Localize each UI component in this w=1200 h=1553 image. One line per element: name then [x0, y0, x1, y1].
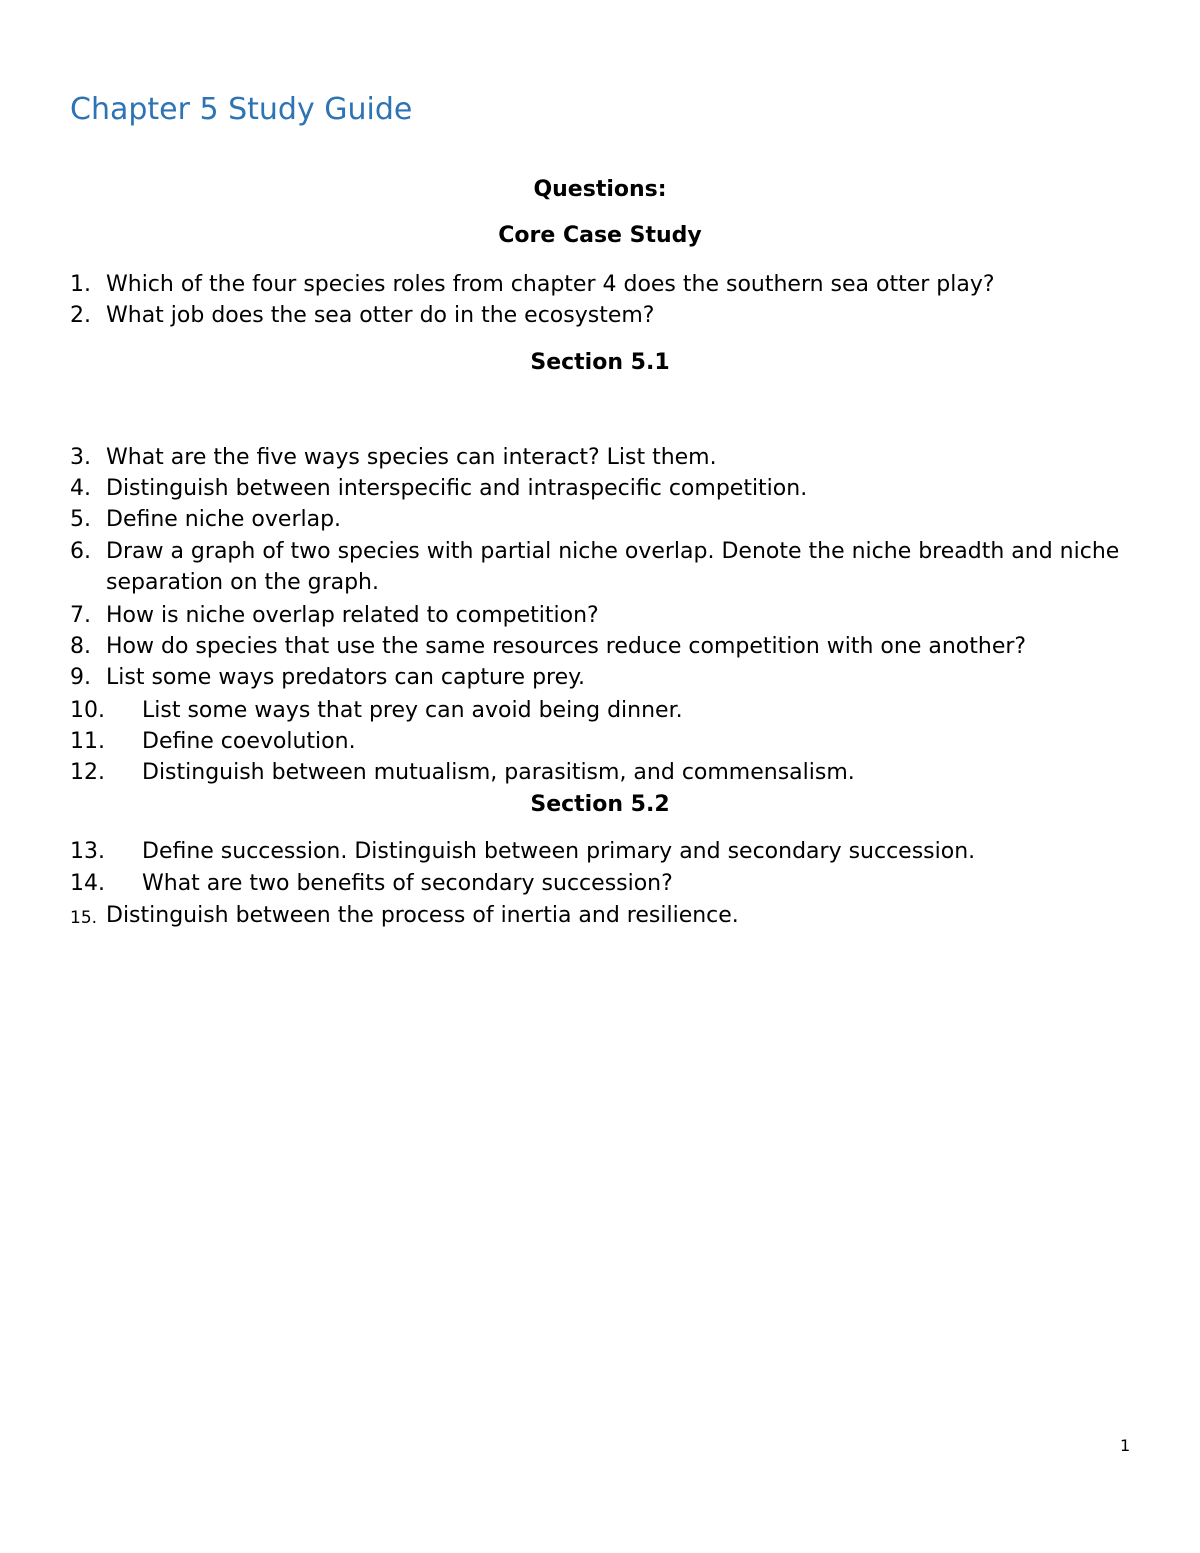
item-number: 7.	[70, 603, 91, 628]
item-number: 13.	[70, 839, 105, 864]
item-number: 14.	[70, 871, 105, 896]
item-text: Define succession. Distinguish between primary and secondary succession.	[142, 839, 976, 864]
item-text: List some ways that prey can avoid being dinner.	[142, 698, 683, 723]
section-5-1-heading: Section 5.1	[530, 350, 670, 375]
item-number: 12.	[70, 760, 105, 785]
item-number: 8.	[70, 634, 91, 659]
core-case-study-heading: Core Case Study	[498, 223, 702, 248]
page-title: Chapter 5 Study Guide	[70, 92, 413, 127]
item-text: Define niche overlap.	[106, 507, 342, 532]
item-text: Distinguish between the process of inertia and resilience.	[106, 903, 739, 928]
item-text: Which of the four species roles from chapter 4 does the southern sea otter play?	[106, 272, 995, 297]
item-text: How is niche overlap related to competition?	[106, 603, 599, 628]
item-text: What job does the sea otter do in the ecosystem?	[106, 303, 655, 328]
item-number: 1.	[70, 272, 91, 297]
item-text: Distinguish between interspecific and intraspecific competition.	[106, 476, 808, 501]
item-text: Distinguish between mutualism, parasitism, and commensalism.	[142, 760, 855, 785]
item-text: What are the five ways species can interact? List them.	[106, 445, 717, 470]
item-text: How do species that use the same resources reduce competition with one another?	[106, 634, 1027, 659]
item-number: 10.	[70, 698, 105, 723]
item-number: 4.	[70, 476, 91, 501]
questions-heading: Questions:	[533, 177, 667, 202]
item-number: 15.	[70, 908, 98, 928]
item-text: What are two benefits of secondary succession?	[142, 871, 673, 896]
item-number: 3.	[70, 445, 91, 470]
item-number: 6.	[70, 539, 91, 564]
item-number: 5.	[70, 507, 91, 532]
item-text: Define coevolution.	[142, 729, 356, 754]
item-number: 11.	[70, 729, 105, 754]
section-5-2-heading: Section 5.2	[530, 792, 670, 817]
item-text: List some ways predators can capture prey.	[106, 665, 586, 690]
item-text: Draw a graph of two species with partial niche overlap. Denote the niche breadth and niche separation on the graph.	[106, 539, 1120, 595]
item-number: 9.	[70, 665, 91, 690]
item-number: 2.	[70, 303, 91, 328]
page-number: 1	[1120, 1436, 1131, 1455]
